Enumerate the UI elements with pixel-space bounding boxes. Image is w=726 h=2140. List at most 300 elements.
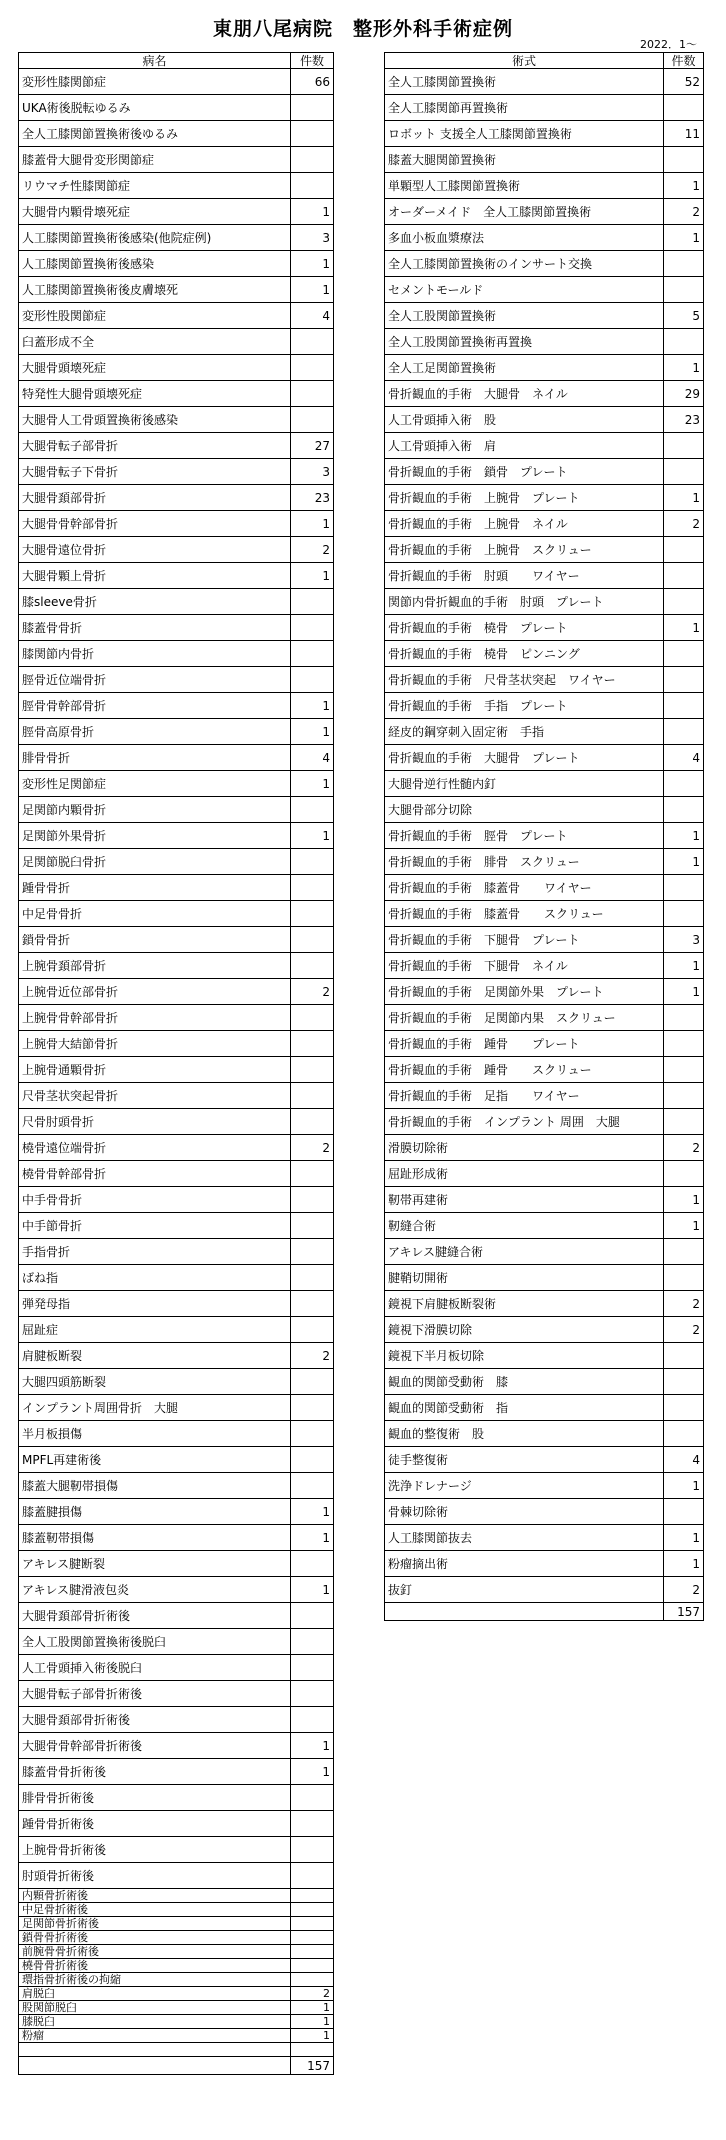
diagnosis-count-cell: [291, 1931, 334, 1945]
table-row: [385, 1577, 704, 1603]
procedure-count-cell: 2: [664, 511, 704, 537]
procedure-count-cell: [664, 875, 704, 901]
procedure-name-header: 術式: [385, 53, 664, 69]
diagnosis-name-cell: 大腿骨頭壊死症: [19, 355, 291, 381]
diagnosis-count-cell: [291, 797, 334, 823]
table-row: [385, 1057, 704, 1083]
table-row: [19, 1973, 334, 1987]
diagnosis-count-cell: 1: [291, 2029, 334, 2043]
procedure-name-cell: 骨折観血的手術 橈骨 プレート: [385, 615, 664, 641]
diagnosis-count-cell: 1: [291, 1525, 334, 1551]
table-row: [19, 1109, 334, 1135]
table-row: [385, 1291, 704, 1317]
procedure-count-cell: [664, 1265, 704, 1291]
procedure-count-cell: 1: [664, 355, 704, 381]
procedure-count-header: 件数: [664, 53, 704, 69]
diagnosis-count-cell: [291, 849, 334, 875]
table-row: [19, 563, 334, 589]
page-title: 東朋八尾病院 整形外科手術症例: [212, 18, 513, 40]
diagnosis-name-cell: 肘頭骨折術後: [19, 1863, 291, 1889]
procedure-count-cell: 1: [664, 1473, 704, 1499]
procedure-name-cell: 腱鞘切開術: [385, 1265, 664, 1291]
procedure-name-cell: 骨折観血的手術 下腿骨 プレート: [385, 927, 664, 953]
procedure-count-cell: [664, 147, 704, 173]
procedure-name-cell: 骨折観血的手術 足関節内果 スクリュー: [385, 1005, 664, 1031]
procedure-name-cell: 滑膜切除術: [385, 1135, 664, 1161]
procedure-count-cell: [664, 459, 704, 485]
procedure-name-cell: 鏡視下滑膜切除: [385, 1317, 664, 1343]
diagnosis-count-cell: [291, 407, 334, 433]
procedure-count-cell: 1: [664, 1187, 704, 1213]
procedure-name-cell: 経皮的鋼穿刺入固定術 手指: [385, 719, 664, 745]
diagnosis-name-cell: アキレス腱断裂: [19, 1551, 291, 1577]
table-row: [19, 1733, 334, 1759]
procedure-name-cell: 鏡視下肩腱板断裂術: [385, 1291, 664, 1317]
table-row: [19, 173, 334, 199]
table-row: [385, 1187, 704, 1213]
diagnosis-count-cell: 1: [291, 2015, 334, 2029]
table-row: [19, 1083, 334, 1109]
table-row: [19, 1135, 334, 1161]
procedure-name-cell: 観血的整復術 股: [385, 1421, 664, 1447]
table-row: [19, 199, 334, 225]
table-row: [385, 147, 704, 173]
diagnosis-count-cell: [291, 1317, 334, 1343]
procedure-name-cell: 大腿骨部分切除: [385, 797, 664, 823]
diagnosis-count-cell: [291, 1785, 334, 1811]
procedure-name-cell: 骨折観血的手術 下腿骨 ネイル: [385, 953, 664, 979]
diagnosis-count-cell: [291, 1395, 334, 1421]
table-row: [385, 199, 704, 225]
table-row: [19, 1031, 334, 1057]
procedure-count-cell: [664, 1005, 704, 1031]
table-row: [19, 1551, 334, 1577]
diagnosis-name-cell: 脛骨近位端骨折: [19, 667, 291, 693]
diagnosis-name-cell: 変形性股関節症: [19, 303, 291, 329]
table-row: [19, 1213, 334, 1239]
table-row: [19, 1759, 334, 1785]
procedure-name-cell: 骨折観血的手術 上腕骨 スクリュー: [385, 537, 664, 563]
diagnosis-count-cell: [291, 1959, 334, 1973]
procedure-name-cell: 全人工膝関節再置換術: [385, 95, 664, 121]
diagnosis-name-cell: 変形性膝関節症: [19, 69, 291, 95]
table-row: [19, 615, 334, 641]
table-row: [385, 433, 704, 459]
procedure-count-cell: 1: [664, 1525, 704, 1551]
table-row: [19, 1863, 334, 1889]
procedure-count-cell: 23: [664, 407, 704, 433]
diagnosis-count-cell: [291, 329, 334, 355]
procedure-count-cell: 2: [664, 1317, 704, 1343]
table-row: [385, 667, 704, 693]
table-row: [385, 381, 704, 407]
procedure-count-cell: [664, 1109, 704, 1135]
table-row: [385, 1447, 704, 1473]
procedure-count-cell: 1: [664, 953, 704, 979]
table-row: [385, 1135, 704, 1161]
diagnosis-count-cell: [291, 1291, 334, 1317]
procedure-count-cell: 1: [664, 225, 704, 251]
diagnosis-name-cell: 肩脱臼: [19, 1987, 291, 2001]
diagnosis-count-cell: [291, 1421, 334, 1447]
table-row: [19, 277, 334, 303]
diagnosis-name-cell: リウマチ性膝関節症: [19, 173, 291, 199]
diagnosis-count-cell: [291, 1239, 334, 1265]
procedure-count-cell: [664, 537, 704, 563]
table-row: [19, 1707, 334, 1733]
procedure-count-cell: [664, 667, 704, 693]
diagnosis-count-cell: 1: [291, 1499, 334, 1525]
table-row: [385, 771, 704, 797]
table-row: [385, 615, 704, 641]
diagnosis-name-cell: 膝蓋骨骨折: [19, 615, 291, 641]
procedure-name-cell: 骨折観血的手術 膝蓋骨 スクリュー: [385, 901, 664, 927]
procedure-count-cell: 1: [664, 849, 704, 875]
diagnosis-count-cell: 2: [291, 979, 334, 1005]
table-row: [385, 485, 704, 511]
procedure-count-cell: 3: [664, 927, 704, 953]
table-row: [385, 1265, 704, 1291]
procedure-name-cell: ロボット 支援全人工膝関節置換術: [385, 121, 664, 147]
table-row: [19, 147, 334, 173]
table-row: [385, 121, 704, 147]
procedure-count-cell: [664, 251, 704, 277]
procedure-name-cell: 膝蓋大腿関節置換術: [385, 147, 664, 173]
diagnosis-name-cell: 屈趾症: [19, 1317, 291, 1343]
table-row: [19, 979, 334, 1005]
table-row: [385, 407, 704, 433]
table-row: [19, 1499, 334, 1525]
diagnosis-count-cell: [291, 1603, 334, 1629]
table-header-row: [19, 53, 334, 69]
table-row: [19, 1889, 334, 1903]
diagnosis-count-cell: [291, 1447, 334, 1473]
procedure-count-cell: [664, 1395, 704, 1421]
procedure-name-cell: 骨折観血的手術 尺骨茎状突起 ワイヤー: [385, 667, 664, 693]
diagnosis-count-cell: [291, 355, 334, 381]
table-row: [385, 329, 704, 355]
diagnosis-count-cell: 1: [291, 1733, 334, 1759]
table-row: [19, 2043, 334, 2057]
table-row: [385, 745, 704, 771]
table-row: [19, 1317, 334, 1343]
table-row: [385, 1525, 704, 1551]
diagnosis-count-cell: [291, 1707, 334, 1733]
diagnosis-count-cell: [291, 1655, 334, 1681]
table-row: [19, 1005, 334, 1031]
procedure-name-cell: アキレス腱縫合術: [385, 1239, 664, 1265]
diagnosis-name-cell: 中足骨折術後: [19, 1903, 291, 1917]
diagnosis-name-cell: 脛骨骨幹部骨折: [19, 693, 291, 719]
table-row: [385, 901, 704, 927]
diagnosis-name-cell: 環指骨折術後の拘縮: [19, 1973, 291, 1987]
table-row: [385, 225, 704, 251]
diagnosis-name-cell: 橈骨骨折術後: [19, 1959, 291, 1973]
diagnosis-name-cell: 大腿骨転子部骨折術後: [19, 1681, 291, 1707]
procedure-name-cell: 鏡視下半月板切除: [385, 1343, 664, 1369]
table-row: [385, 69, 704, 95]
procedure-count-cell: [664, 771, 704, 797]
procedure-name-cell: 観血的関節受動術 膝: [385, 1369, 664, 1395]
table-row: [385, 693, 704, 719]
procedure-name-cell: 骨折観血的手術 橈骨 ピンニング: [385, 641, 664, 667]
table-row: [19, 901, 334, 927]
table-row: [385, 589, 704, 615]
diagnosis-name-cell: 中手節骨折: [19, 1213, 291, 1239]
diagnosis-name-cell: 腓骨骨折術後: [19, 1785, 291, 1811]
procedure-name-cell: 骨折観血的手術 インプラント 周囲 大腿: [385, 1109, 664, 1135]
diagnosis-name-cell: 上腕骨大結節骨折: [19, 1031, 291, 1057]
table-row: [385, 1421, 704, 1447]
diagnosis-name-cell: 尺骨肘頭骨折: [19, 1109, 291, 1135]
diagnosis-name-cell: 踵骨骨折術後: [19, 1811, 291, 1837]
procedure-count-cell: 2: [664, 1135, 704, 1161]
table-row: [19, 849, 334, 875]
diagnosis-count-cell: [291, 1473, 334, 1499]
diagnosis-name-cell: 上腕骨通顆骨折: [19, 1057, 291, 1083]
total-row: [385, 1603, 704, 1621]
table-row: [385, 1317, 704, 1343]
table-row: [19, 823, 334, 849]
table-row: [19, 745, 334, 771]
diagnosis-count-cell: [291, 1005, 334, 1031]
procedure-name-cell: 骨折観血的手術 踵骨 プレート: [385, 1031, 664, 1057]
diagnosis-count-cell: 3: [291, 225, 334, 251]
table-row: [19, 1903, 334, 1917]
diagnosis-count-cell: 4: [291, 303, 334, 329]
procedure-count-cell: [664, 1057, 704, 1083]
procedure-name-cell: 抜釘: [385, 1577, 664, 1603]
procedure-count-cell: 1: [664, 1551, 704, 1577]
procedure-count-cell: [664, 1031, 704, 1057]
diagnosis-count-cell: 3: [291, 459, 334, 485]
diagnosis-count-cell: [291, 1973, 334, 1987]
procedure-name-cell: 観血的関節受動術 指: [385, 1395, 664, 1421]
table-row: [19, 381, 334, 407]
diagnosis-count-cell: [291, 1811, 334, 1837]
diagnosis-name-cell: 足関節脱臼骨折: [19, 849, 291, 875]
procedure-name-cell: 洗浄ドレナージ: [385, 1473, 664, 1499]
table-row: [385, 849, 704, 875]
table-row: [385, 1499, 704, 1525]
diagnosis-count-cell: [291, 1057, 334, 1083]
table-row: [385, 641, 704, 667]
procedure-name-cell: 多血小板血漿療法: [385, 225, 664, 251]
procedure-name-cell: 関節内骨折観血的手術 肘頭 プレート: [385, 589, 664, 615]
table-row: [385, 511, 704, 537]
procedure-name-cell: 全人工股関節置換術再置換: [385, 329, 664, 355]
table-row: [385, 95, 704, 121]
table-header-row: [385, 53, 704, 69]
table-row: [19, 1343, 334, 1369]
procedure-name-cell: 全人工膝関節置換術: [385, 69, 664, 95]
procedure-count-cell: 52: [664, 69, 704, 95]
procedure-count-cell: 1: [664, 979, 704, 1005]
diagnosis-name-cell: [19, 2043, 291, 2057]
table-row: [19, 1239, 334, 1265]
table-row: [385, 979, 704, 1005]
diagnosis-count-cell: [291, 1917, 334, 1931]
diagnosis-count-cell: 27: [291, 433, 334, 459]
diagnosis-name-cell: 上腕骨骨折術後: [19, 1837, 291, 1863]
table-row: [19, 1987, 334, 2001]
diagnosis-name-cell: 上腕骨頚部骨折: [19, 953, 291, 979]
diagnosis-count-cell: 2: [291, 1987, 334, 2001]
table-row: [19, 953, 334, 979]
procedure-count-cell: [664, 1499, 704, 1525]
procedure-count-cell: [664, 1343, 704, 1369]
procedure-name-cell: 靭帯再建術: [385, 1187, 664, 1213]
procedure-count-cell: [664, 1239, 704, 1265]
procedure-count-cell: [664, 1083, 704, 1109]
procedure-count-cell: 4: [664, 1447, 704, 1473]
table-row: [19, 1917, 334, 1931]
procedure-name-cell: 骨折観血的手術 鎖骨 プレート: [385, 459, 664, 485]
table-row: [385, 1005, 704, 1031]
diagnosis-count-cell: [291, 1161, 334, 1187]
diagnosis-name-cell: 全人工股関節置換術後脱臼: [19, 1629, 291, 1655]
procedure-count-cell: 1: [664, 485, 704, 511]
table-row: [385, 1369, 704, 1395]
procedure-name-cell: 骨折観血的手術 膝蓋骨 ワイヤー: [385, 875, 664, 901]
diagnosis-name-cell: 膝sleeve骨折: [19, 589, 291, 615]
table-row: [19, 355, 334, 381]
procedure-count-cell: [664, 693, 704, 719]
diagnosis-name-cell: 足関節内顆骨折: [19, 797, 291, 823]
table-row: [19, 1577, 334, 1603]
table-row: [19, 1187, 334, 1213]
diagnosis-name-cell: 膝蓋大腿靭帯損傷: [19, 1473, 291, 1499]
diagnosis-name-cell: 大腿骨頚部骨折術後: [19, 1603, 291, 1629]
table-row: [385, 563, 704, 589]
diagnosis-name-cell: 鎖骨骨折術後: [19, 1931, 291, 1945]
procedure-name-cell: 人工骨頭挿入術 肩: [385, 433, 664, 459]
diagnosis-name-cell: 大腿骨転子部骨折: [19, 433, 291, 459]
diagnosis-name-cell: 人工膝関節置換術後感染: [19, 251, 291, 277]
table-row: [385, 303, 704, 329]
procedure-count-cell: [664, 95, 704, 121]
table-row: [19, 1447, 334, 1473]
diagnosis-count-cell: [291, 667, 334, 693]
table-row: [19, 771, 334, 797]
diagnosis-name-cell: 大腿骨人工骨頭置換術後感染: [19, 407, 291, 433]
diagnosis-count-cell: [291, 1265, 334, 1291]
table-row: [19, 537, 334, 563]
diagnosis-name-cell: [19, 2057, 291, 2075]
diagnosis-count-header: 件数: [291, 53, 334, 69]
table-row: [19, 797, 334, 823]
table-row: [385, 1031, 704, 1057]
procedure-count-cell: [664, 589, 704, 615]
diagnosis-count-cell: [291, 173, 334, 199]
diagnosis-name-cell: 人工骨頭挿入術後脱臼: [19, 1655, 291, 1681]
diagnosis-count-cell: 4: [291, 745, 334, 771]
diagnosis-name-cell: 全人工膝関節置換術後ゆるみ: [19, 121, 291, 147]
diagnosis-name-cell: 膝関節内骨折: [19, 641, 291, 667]
table-row: [385, 927, 704, 953]
diagnosis-count-cell: 1: [291, 251, 334, 277]
diagnosis-name-cell: 粉瘤: [19, 2029, 291, 2043]
table-row: [385, 1343, 704, 1369]
procedure-table: [384, 52, 704, 1621]
procedure-count-cell: [664, 1369, 704, 1395]
procedure-count-cell: 2: [664, 1577, 704, 1603]
table-row: [19, 641, 334, 667]
diagnosis-count-cell: [291, 1681, 334, 1707]
table-row: [19, 2029, 334, 2043]
procedure-name-cell: 骨折観血的手術 大腿骨 ネイル: [385, 381, 664, 407]
diagnosis-name-cell: 内顆骨折術後: [19, 1889, 291, 1903]
diagnosis-name-header: 病名: [19, 53, 291, 69]
procedure-name-cell: 粉瘤摘出術: [385, 1551, 664, 1577]
diagnosis-name-cell: UKA術後脱転ゆるみ: [19, 95, 291, 121]
diagnosis-count-cell: [291, 1083, 334, 1109]
diagnosis-count-cell: 1: [291, 719, 334, 745]
diagnosis-name-cell: 上腕骨近位部骨折: [19, 979, 291, 1005]
procedure-name-cell: 徒手整復術: [385, 1447, 664, 1473]
table-row: [19, 1681, 334, 1707]
diagnosis-count-cell: [291, 1187, 334, 1213]
procedure-name-cell: 骨折観血的手術 上腕骨 プレート: [385, 485, 664, 511]
procedure-name-cell: 人工膝関節抜去: [385, 1525, 664, 1551]
table-row: [19, 1931, 334, 1945]
table-row: [19, 875, 334, 901]
table-row: [19, 1945, 334, 1959]
diagnosis-name-cell: 中足骨骨折: [19, 901, 291, 927]
table-row: [19, 121, 334, 147]
diagnosis-count-cell: 1: [291, 1759, 334, 1785]
diagnosis-count-cell: [291, 1551, 334, 1577]
table-row: [385, 1551, 704, 1577]
diagnosis-name-cell: 特発性大腿骨頭壊死症: [19, 381, 291, 407]
procedure-total-cell: 157: [664, 1603, 704, 1621]
procedure-count-cell: [664, 901, 704, 927]
procedure-name-cell: 全人工足関節置換術: [385, 355, 664, 381]
diagnosis-count-cell: [291, 875, 334, 901]
diagnosis-name-cell: 大腿骨遠位骨折: [19, 537, 291, 563]
table-row: [19, 1395, 334, 1421]
table-row: [385, 1161, 704, 1187]
diagnosis-name-cell: 大腿骨頚部骨折術後: [19, 1707, 291, 1733]
diagnosis-count-cell: [291, 589, 334, 615]
diagnosis-name-cell: 股関節脱臼: [19, 2001, 291, 2015]
procedure-count-cell: 29: [664, 381, 704, 407]
procedure-name-cell: 骨折観血的手術 肘頭 ワイヤー: [385, 563, 664, 589]
diagnosis-count-cell: [291, 147, 334, 173]
table-row: [385, 1473, 704, 1499]
procedure-count-cell: [664, 329, 704, 355]
table-row: [19, 511, 334, 537]
procedure-count-cell: [664, 433, 704, 459]
diagnosis-count-cell: [291, 1889, 334, 1903]
table-row: [19, 459, 334, 485]
table-row: [385, 537, 704, 563]
procedure-count-cell: 11: [664, 121, 704, 147]
diagnosis-count-cell: [291, 1369, 334, 1395]
table-row: [19, 251, 334, 277]
diagnosis-name-cell: 大腿骨骨幹部骨折: [19, 511, 291, 537]
diagnosis-name-cell: 大腿骨内顆骨壊死症: [19, 199, 291, 225]
table-row: [19, 485, 334, 511]
table-row: [19, 1161, 334, 1187]
diagnosis-count-cell: 66: [291, 69, 334, 95]
diagnosis-name-cell: 橈骨骨幹部骨折: [19, 1161, 291, 1187]
diagnosis-count-cell: 2: [291, 537, 334, 563]
procedure-name-cell: 屈趾形成術: [385, 1161, 664, 1187]
procedure-name-cell: オーダーメイド 全人工膝関節置換術: [385, 199, 664, 225]
table-row: [19, 1525, 334, 1551]
table-row: [19, 693, 334, 719]
